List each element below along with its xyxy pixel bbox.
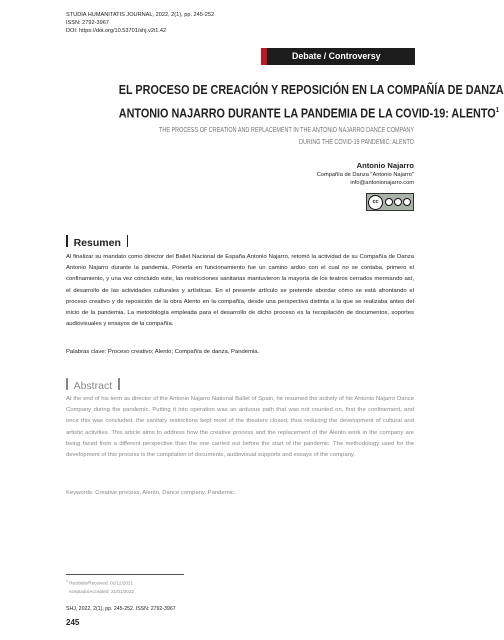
author-email[interactable]: info@antonionajarro.com <box>350 180 414 186</box>
heading-bar-right <box>127 235 129 247</box>
subtitle-line-1: THE PROCESS OF CREATION AND REPLACEMENT IN THE ANTONIO NAJARRO DANCE COMPANY <box>159 127 414 134</box>
by-icon <box>385 198 393 206</box>
footnote-received: $^1$ Recibido/Received: 01/12/2021 <box>66 579 134 586</box>
abstract-body: At the end of his term as director of the Antonio Najarro National Ballet of Spain, he resumed the activity of his Antonio Najarro Dance Company during the pandemic. Putting it into operation was an arduous path that was not counted on, first the confinement, and once this was concluded, the sanitary restrictions kept most of the theaters closed, thus reducing the development of cultural and artistic activities. This article aims to address how the creative process and the replacement of the Alento work in the company are being faced from a different perspective than the one carried out before the start of the pandemic. The methodology used for the development of this process is the compilation of documents, audiovisual supports and essays of the company. <box>66 396 414 459</box>
heading-bar-right <box>118 378 120 390</box>
author-block <box>317 160 414 187</box>
footnote <box>66 577 134 596</box>
journal-citation: STUDIA HUMANITATIS JOURNAL, 2022, 2(1), pp. 245-252 <box>66 12 215 18</box>
abstract-keywords: Keywords: Creative process, Alento, Dance company, Pandemic. <box>66 490 236 496</box>
resumen-body: Al finalizar su mandato como director del Ballet Nacional de España Antonio Najarro, retomó la actividad de su Compañía de Danza Antonio Najarro durante la pandemia. Ponerla en funcionamiento fue un camino arduo con el cual no se contaba, primero el confinamiento, y una vez concluido este, las restricciones sanitarias mantuvieron la mayoría de los teatros cerrados mermando así, el desarrollo de las actividades culturales y artísticas. En el presente artículo se pretende abordar cómo se está afrontando el proceso creativo y de reposición de la obra Alento en la compañía, desde una perspectiva distinta a la que se realizaba antes del inicio de la pandemia. La metodología empleada para el desarrollo de dicho proceso es la recopilación de documentos, soportes audiovisuales y ensayos de la compañía. <box>66 254 414 328</box>
page-number: 245 <box>66 618 80 627</box>
footer-citation: SHJ, 2022, 2(1), pp. 245-252. ISSN: 2792-3967 <box>66 606 176 612</box>
article-title <box>118 79 504 123</box>
journal-meta <box>66 11 214 35</box>
resumen-heading: Resumen <box>66 235 134 249</box>
heading-bar-left <box>66 235 68 247</box>
footnote-mark: 1 <box>66 579 68 583</box>
cc-icon: cc <box>368 195 383 210</box>
footnote-divider <box>66 574 184 575</box>
license-icons <box>384 195 412 209</box>
journal-issn: ISSN: 2792-3967 <box>66 20 109 26</box>
article-subtitle <box>133 125 414 149</box>
nd-icon <box>403 198 411 206</box>
resumen-keywords: Palabras clave: Proceso creativo; Alento; Compañía de danza, Pandemia. <box>66 349 260 355</box>
section-label: Debate / Controversy <box>267 48 415 65</box>
title-line-2: ANTONIO NAJARRO DURANTE LA PANDEMIA DE LA COVID-19: ALENTO$^1$ <box>118 105 499 121</box>
author-affiliation: Compañía de Danza "Antonio Najarro" <box>316 172 414 178</box>
subtitle-line-2: DURING THE COVID-19 PANDEMIC: ALENTO <box>299 139 414 146</box>
title-footnote-mark[interactable]: 1 <box>495 107 499 114</box>
title-line-1: EL PROCESO DE CREACIÓN Y REPOSICIÓN EN LA COMPAÑÍA DE DANZA <box>118 82 504 97</box>
abstract-heading: Abstract <box>66 378 126 392</box>
nc-icon <box>394 198 402 206</box>
journal-doi[interactable]: DOI: https://doi.org/10.53701/shj.v2i1.42 <box>66 28 167 34</box>
footnote-accepted: Aceptado/Accepted: 21/01/2022 <box>68 588 134 594</box>
section-banner <box>261 48 415 65</box>
heading-bar-left <box>66 378 68 390</box>
cc-license-badge[interactable] <box>366 193 414 211</box>
author-name: Antonio Najarro <box>356 161 414 170</box>
